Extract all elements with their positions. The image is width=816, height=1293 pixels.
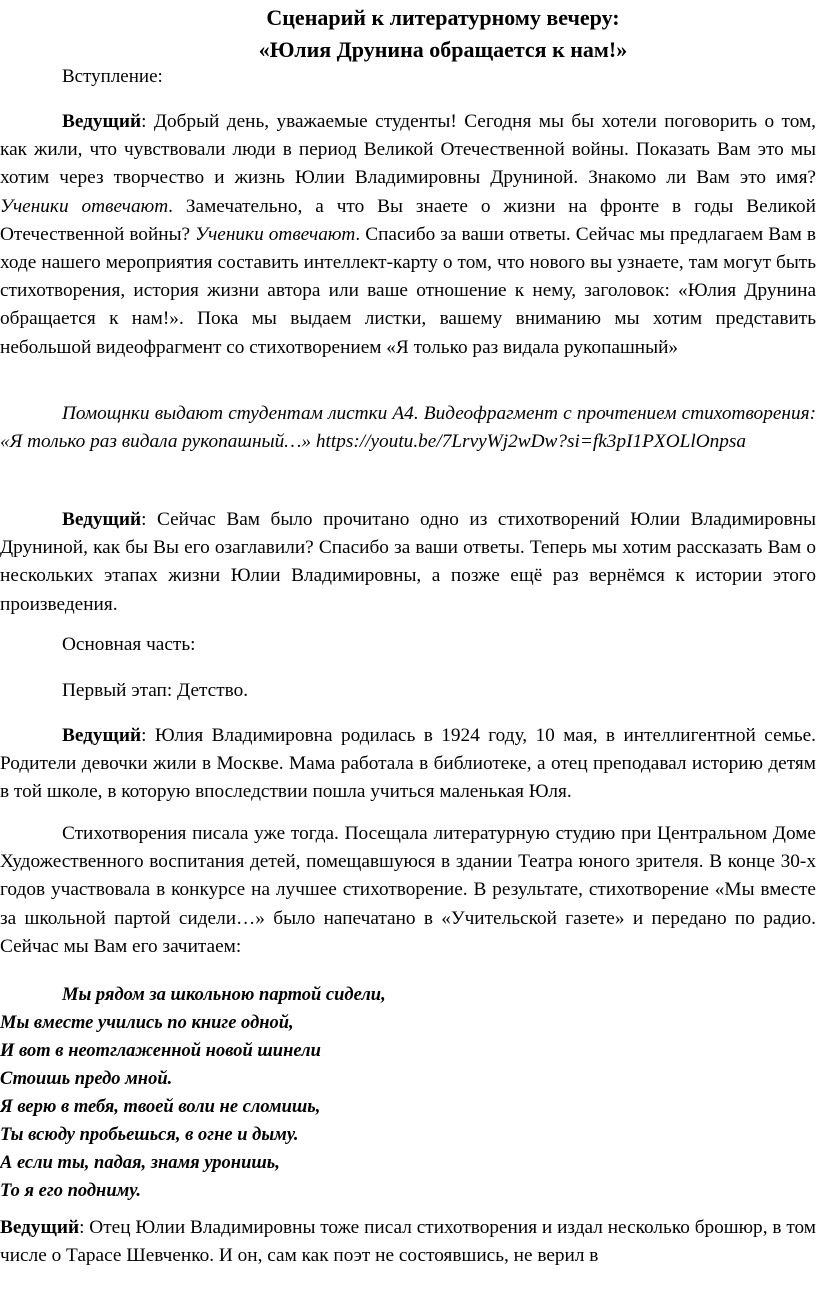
poem-line: Мы рядом за школьною партой сидели, <box>62 985 386 1005</box>
paragraph-early-poems: Стихотворения писала уже тогда. Посещала литературную студию при Центральном Доме Художественного воспитания детей, помещавшуюся в здании Театра юного зрителя. В конце 30-х годов участвовала в конкурсе на лучшее стихотворение. В результате, стихотворение «Мы вместе за школьной партой сидели…» было напечатано в «Учительской газете» и передано по радио. Сейчас мы Вам его зачитаем: <box>0 823 816 957</box>
paragraph-host-biography: Ведущий: Юлия Владимировна родилась в 1924 году, 10 мая, в интеллигентной семье. Родители девочки жили в Москве. Мама работала в библиотеке, а отец преподавал историю детям в той школе, в которую впоследствии пошла учиться маленькая Юля. <box>0 725 816 803</box>
document-title-line-2: «Юлия Друнина обращается к нам!» <box>258 37 628 62</box>
poem <box>0 981 816 1205</box>
paragraph-stage-direction: Помощнки выдают студентам листки А4. Видеофрагмент с прочтением стихотворения: «Я только раз видала рукопашный…» https://youtu.be/7LrvyWj2wDw?si=fk3pI1PXOLlOnpsa <box>0 403 816 453</box>
poem-line: Мы вместе учились по книге одной, <box>0 1013 294 1033</box>
paragraph-host-father: Ведущий: Отец Юлии Владимировны тоже писал стихотворения и издал несколько брошюр, в том числе о Тарасе Шевченко. И он, сам как поэт не состоявшись, не верил в <box>0 1217 816 1267</box>
section-label-intro: Вступление: <box>62 66 163 87</box>
section-label-childhood: Первый этап: Детство. <box>62 680 249 701</box>
poem-line: Я верю в тебя, твоей воли не сломишь, <box>0 1097 321 1117</box>
speaker-label: Ведущий <box>0 1217 80 1238</box>
poem-line: То я его подниму. <box>0 1181 141 1201</box>
paragraph-host-greeting: Ведущий: Добрый день, уважаемые студенты! Сегодня мы бы хотели поговорить о том, как жили, что чувствовали люди в период Великой Отечественной войны. Показать Вам это мы хотим через творчество и жизнь Юлии Владимировны Друниной. Знакомо ли Вам это имя? Ученики отвечают. Замечательно, а что Вы знаете о жизни на фронте в годы Великой Отечественной войны? Ученики отвечают. Спасибо за ваши ответы. Сейчас мы предлагаем Вам в ходе нашего мероприятия составить интеллект-карту о том, что нового вы узнаете, там могут быть стихотворения, история жизни автора или ваше отношение к нему, заголовок: «Юлия Друнина обращается к нам!». Пока мы выдаем листки, вашему вниманию мы хотим представить небольшой видеофрагмент со стихотворением «Я только раз видала рукопашный» <box>0 111 816 358</box>
paragraph-host-after-video: Ведущий: Сейчас Вам было прочитано одно из стихотворений Юлии Владимировны Друниной, как бы Вы его озаглавили? Спасибо за ваши ответы. Теперь мы хотим рассказать Вам о нескольких этапах жизни Юлии Владимировны, а позже ещё раз вернёмся к истории этого произведения. <box>0 509 816 615</box>
speaker-label: Ведущий <box>62 725 142 746</box>
speaker-label: Ведущий <box>62 111 142 132</box>
poem-line: А если ты, падая, знамя уронишь, <box>0 1153 280 1173</box>
poem-line: Ты всюду пробьешься, в огне и дыму. <box>0 1125 299 1145</box>
section-label-main: Основная часть: <box>62 634 196 655</box>
document-title-line-1: Сценарий к литературному вечеру: <box>266 5 620 30</box>
speaker-label: Ведущий <box>62 509 142 530</box>
poem-line: Стоишь предо мной. <box>0 1069 173 1089</box>
poem-line: И вот в неотглаженной новой шинели <box>0 1041 321 1061</box>
